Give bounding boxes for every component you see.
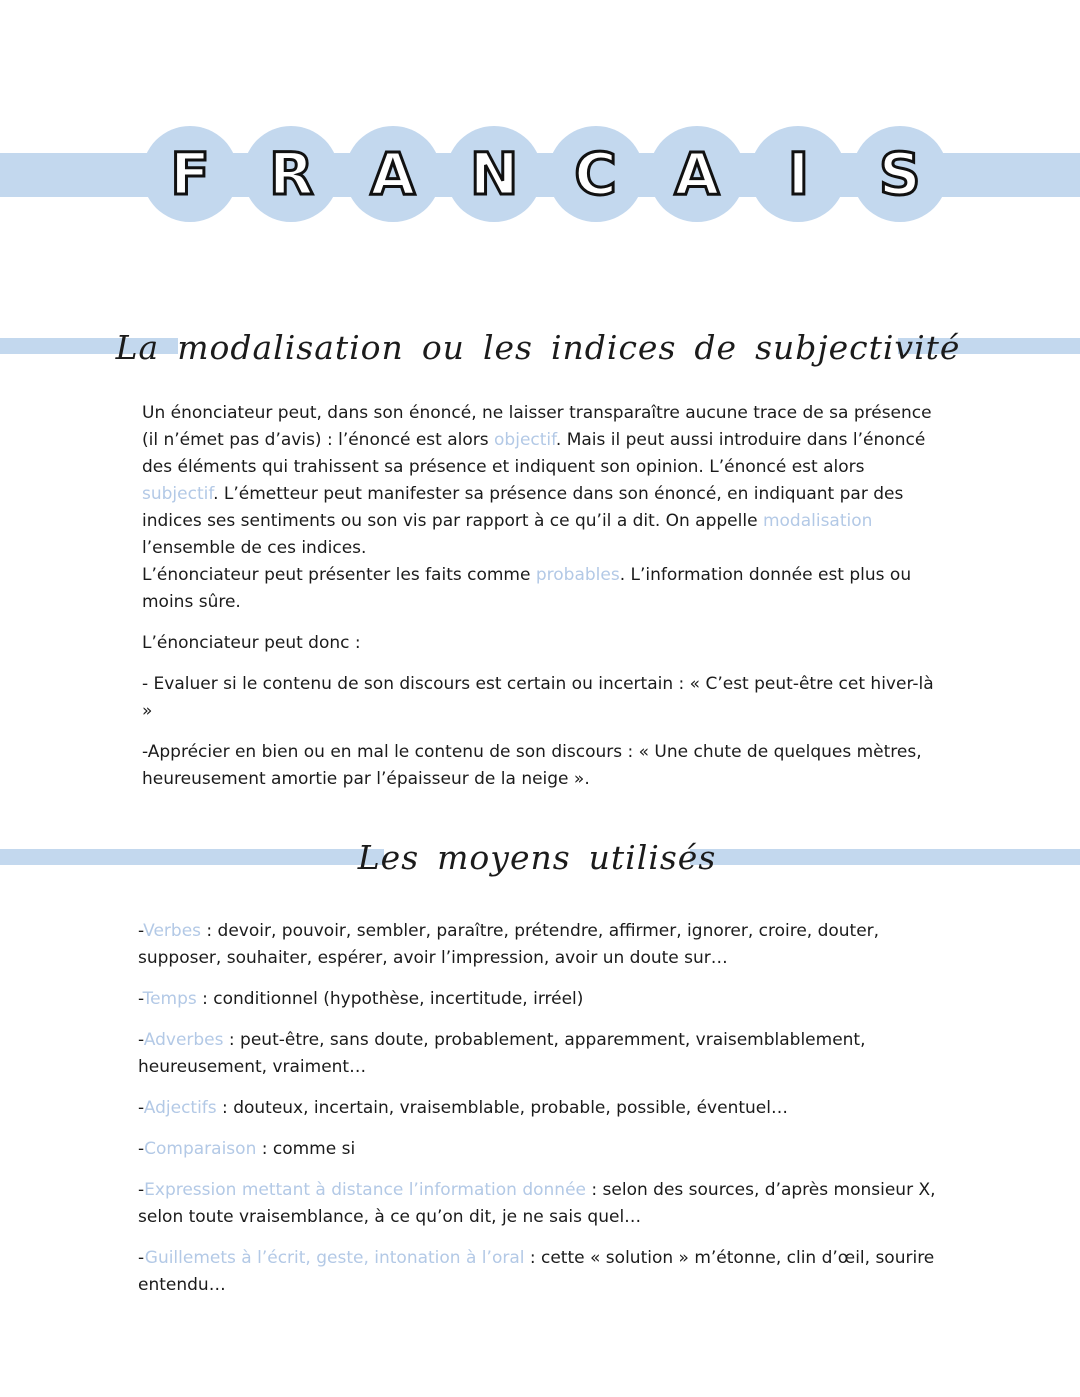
highlighted-term: probables — [535, 565, 620, 585]
means-label: Temps — [142, 989, 197, 1009]
section1-paragraph — [142, 562, 942, 616]
means-label: Adjectifs — [143, 1098, 217, 1118]
banner-letter: F — [170, 140, 210, 208]
means-label: Comparaison — [144, 1139, 257, 1159]
section1-header — [115, 318, 961, 376]
means-label: Guillemets à l’écrit, geste, intonation à l’oral — [144, 1248, 525, 1268]
banner-letter-circle — [446, 126, 542, 222]
section1-list-item: -Apprécier en bien ou en mal le contenu de son discours : « Une chute de quelques mètres, heureusement amortie par l’épaisseur de la neige ». — [142, 742, 922, 789]
highlighted-term: objectif — [494, 430, 556, 450]
title-word: La — [115, 327, 160, 367]
title-word: de — [694, 327, 738, 367]
list-dash: - — [138, 989, 143, 1009]
banner-letter-circle — [345, 126, 441, 222]
banner-title — [142, 126, 948, 222]
banner-letter: C — [574, 140, 617, 208]
title-word: modalisation — [177, 327, 404, 367]
text-run: Un énonciateur peut, dans son énoncé, ne laisser transparaître aucune trace de sa présence (il n’émet pas d’avis) : l’énoncé est alors — [142, 403, 932, 450]
means-list-item — [138, 1245, 948, 1299]
section2-title — [349, 838, 726, 877]
means-list-item — [138, 986, 948, 1013]
banner-letter-circle — [243, 126, 339, 222]
section1-body — [142, 400, 942, 793]
title-word: Les — [357, 837, 420, 877]
text-run: l’ensemble de ces indices. — [142, 538, 367, 558]
means-list-item — [138, 918, 948, 972]
means-examples: : cette « solution » m’étonne, clin d’œil, sourire entendu… — [138, 1248, 935, 1295]
means-list-item — [138, 1177, 948, 1231]
means-label: Verbes — [143, 921, 202, 941]
list-dash: - — [138, 1180, 145, 1200]
text-run: L’énonciateur peut présenter les faits comme — [142, 565, 536, 585]
means-list-item — [138, 1027, 948, 1081]
text-run: . L’émetteur peut manifester sa présence dans son énoncé, en indiquant par des indices ses sentiments ou son vis par rapport à ce qu’il a dit. On appelle — [142, 484, 904, 531]
title-word: les — [482, 327, 533, 367]
section1-title — [107, 328, 970, 367]
list-dash: - — [138, 921, 144, 941]
text-run: . L’information donnée est plus ou moins sûre. — [142, 565, 912, 612]
title-word: utilisés — [588, 837, 717, 877]
section2-header — [357, 828, 717, 886]
section1-paragraph: L’énonciateur peut donc : — [142, 633, 361, 653]
means-examples: : comme si — [256, 1139, 356, 1159]
banner-letter: N — [469, 140, 519, 208]
list-dash: - — [138, 1030, 144, 1050]
section2-list — [138, 918, 948, 1299]
means-label: Expression mettant à distance l’information donnée — [144, 1180, 586, 1200]
title-word: ou — [421, 327, 465, 367]
banner-letter-circle — [548, 126, 644, 222]
title-word: moyens — [437, 837, 571, 877]
means-label: Adverbes — [143, 1030, 224, 1050]
title-word: subjectivité — [755, 327, 961, 367]
list-dash: - — [138, 1098, 144, 1118]
means-examples: : devoir, pouvoir, sembler, paraître, prétendre, affirmer, ignorer, croire, douter, supposer, souhaiter, espérer, avoir l’impression, avoir un doute sur… — [138, 921, 880, 968]
banner-letter: I — [787, 140, 810, 208]
banner-letter-circle — [142, 126, 238, 222]
means-list-item — [138, 1136, 948, 1163]
means-examples: : selon des sources, d’après monsieur X, selon toute vraisemblance, à ce qu’on dit, je ne sais quel… — [138, 1180, 936, 1227]
means-examples: : peut-être, sans doute, probablement, apparemment, vraisemblablement, heureusement, vraiment… — [138, 1030, 866, 1077]
means-list-item — [138, 1095, 948, 1122]
text-run: . Mais il peut aussi introduire dans l’énoncé des éléments qui trahissent sa présence et indiquent son opinion. L’énoncé est alors — [142, 430, 926, 477]
section1-paragraph — [142, 400, 942, 562]
title-word: indices — [550, 327, 677, 367]
banner-letter-circle — [852, 126, 948, 222]
banner-letter-circle — [649, 126, 745, 222]
means-examples: : conditionnel (hypothèse, incertitude, irréel) — [196, 989, 584, 1009]
list-dash: - — [138, 1248, 145, 1268]
banner-letter-circle — [750, 126, 846, 222]
banner-letter: S — [878, 140, 921, 208]
highlighted-term: modalisation — [762, 511, 873, 531]
means-examples: : douteux, incertain, vraisemblable, probable, possible, éventuel… — [216, 1098, 788, 1118]
banner-letter: A — [370, 140, 416, 208]
banner-letter: A — [674, 140, 720, 208]
section1-list-item: - Evaluer si le contenu de son discours est certain ou incertain : « C’est peut-être cet hiver-là » — [142, 674, 934, 721]
highlighted-term: subjectif — [142, 484, 214, 504]
banner-letter: R — [269, 140, 314, 208]
list-dash: - — [138, 1139, 145, 1159]
